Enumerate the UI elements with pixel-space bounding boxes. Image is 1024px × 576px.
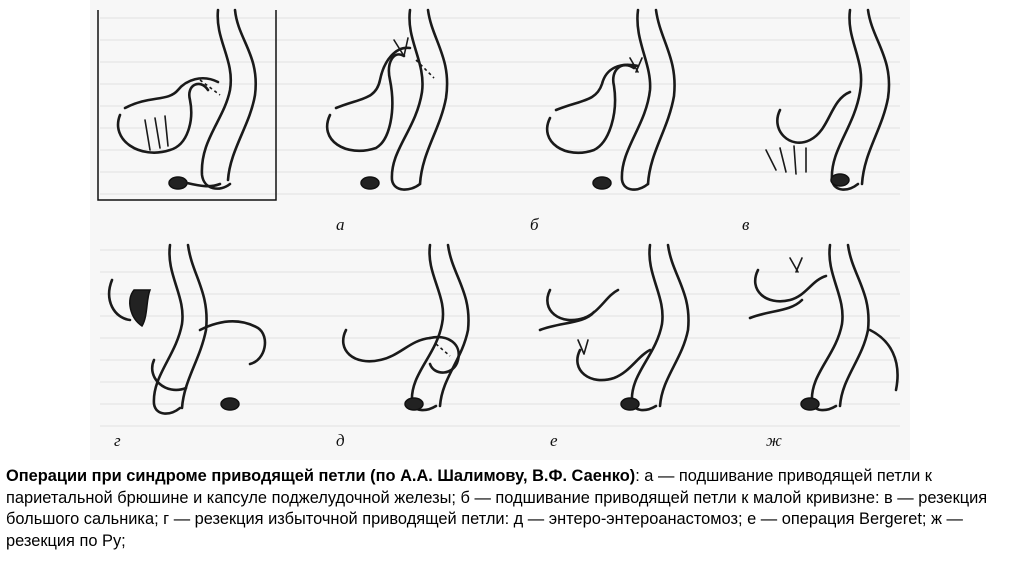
panel-letter: в	[742, 215, 750, 234]
panel-v2-duodenal-stump	[831, 174, 849, 186]
operations-diagram	[90, 0, 910, 460]
panel-v-duodenal-stump	[593, 177, 611, 189]
panel-letter: б	[530, 215, 539, 234]
caption-text: : а — подшивание приводящей петли к париетальной брюшине и капсуле поджелудочной железы; б — подшивание приводящей петли к малой кривизне: в — резекция большого сальника; г — резекция избыточной приводящей петли: д — энтеро-энтероанастомоз; е — операция Bergeret; ж — резекция по Ру;	[6, 467, 988, 550]
panel-b-duodenal-stump	[361, 177, 379, 189]
figure-caption	[6, 466, 1018, 552]
panel-letter: а	[336, 215, 345, 234]
panel-zh-duodenal-stump	[801, 398, 819, 410]
diagram-svg	[90, 0, 910, 460]
scan-background	[90, 0, 910, 460]
panel-e-duodenal-stump	[621, 398, 639, 410]
caption-title: Операции при синдроме приводящей петли (по А.А. Шалимову, В.Ф. Саенко)	[6, 467, 636, 485]
panel-letter: д	[336, 431, 345, 450]
panel-letter: е	[550, 431, 558, 450]
panel-a-duodenal-stump	[169, 177, 187, 189]
panel-letter: г	[114, 431, 121, 450]
panel-letter: ж	[766, 431, 782, 450]
panel-d-duodenal-stump	[405, 398, 423, 410]
panel-g-duodenal-stump	[221, 398, 239, 410]
